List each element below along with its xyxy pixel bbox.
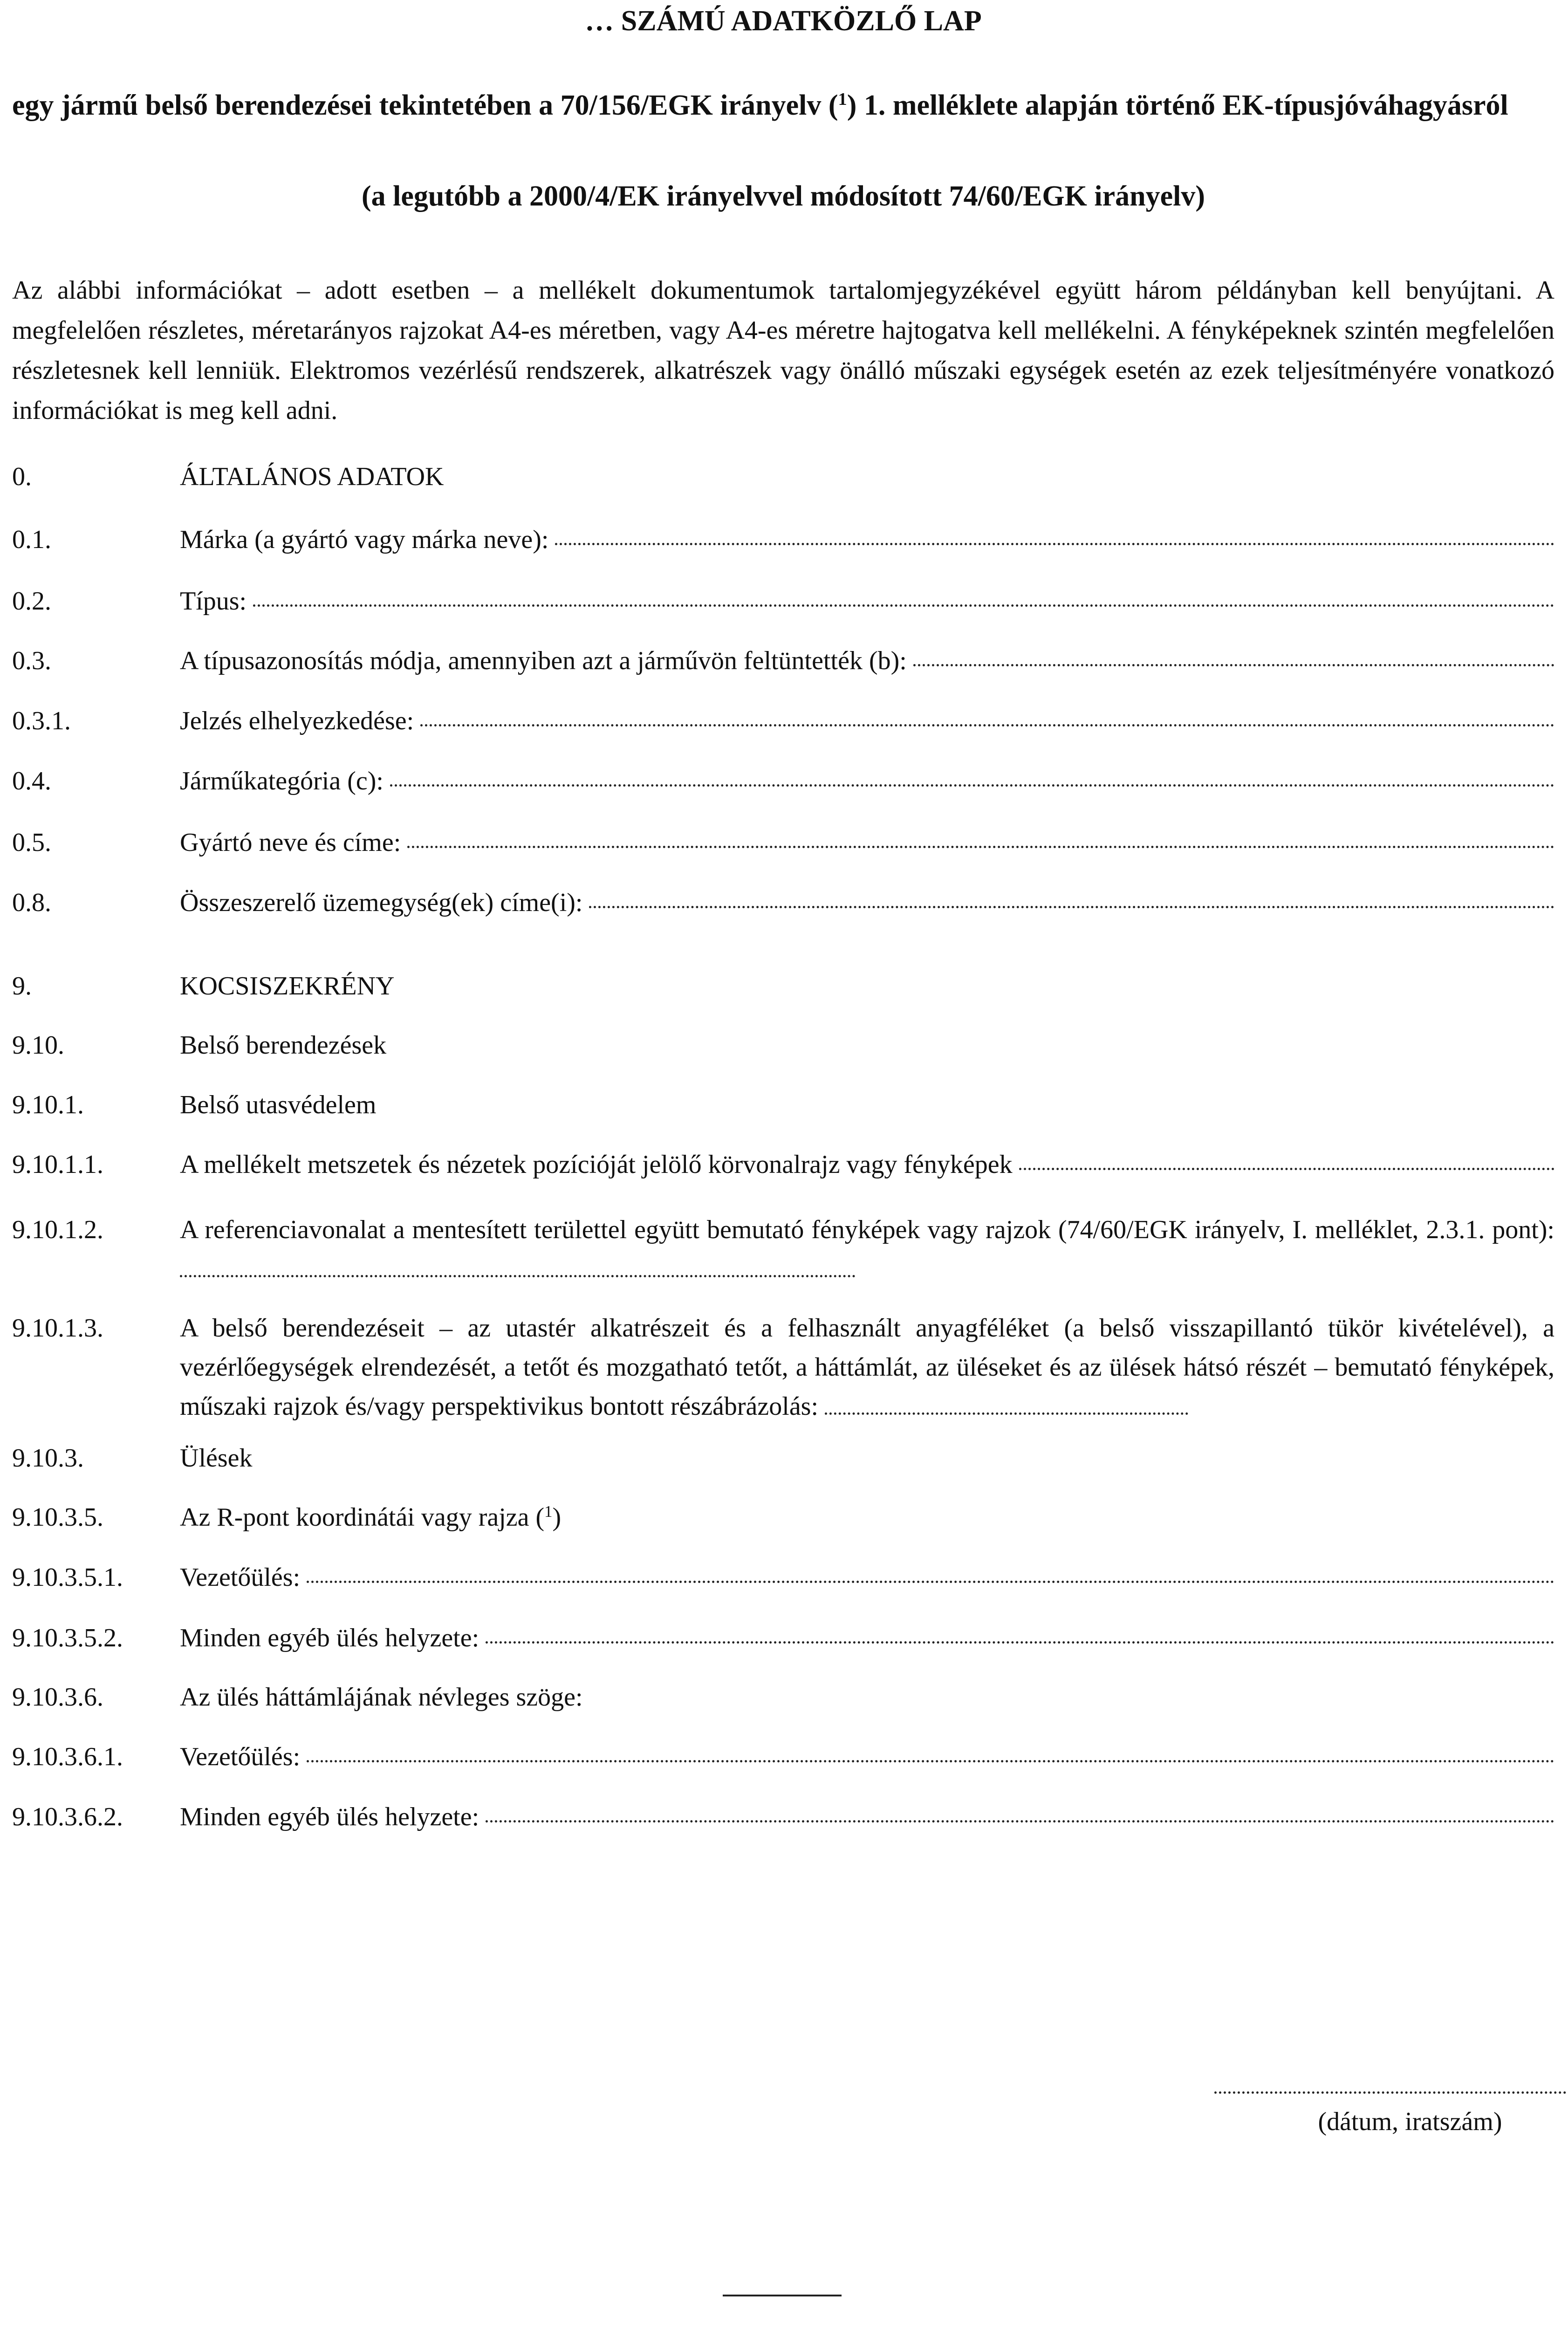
fill-in-line[interactable] <box>390 780 1554 787</box>
item-number: 9. <box>12 972 32 1001</box>
form-row <box>12 524 1554 555</box>
item-label: A mellékelt metszetek és nézetek pozícióját jelölő körvonalrajz vagy fényképek <box>180 1150 1013 1179</box>
fill-in-line[interactable] <box>253 600 1554 607</box>
item-label: A referenciavonalat a mentesített területtel együtt bemutató fényképek vagy rajzok (74/60/EGK irányelv, I. melléklet, 2.3.1. pont): <box>180 1215 1554 1244</box>
section-row <box>12 971 1554 1001</box>
form-row <box>12 645 1554 676</box>
form-row <box>12 827 1554 858</box>
item-label: Az R-pont koordinátái vagy rajza ($^1$) <box>180 1502 561 1532</box>
form-row <box>12 887 1554 918</box>
subsection-row <box>12 1682 1554 1713</box>
subsection-row <box>12 1443 1554 1473</box>
document-title: … SZÁMÚ ADATKÖZLŐ LAP <box>585 5 982 37</box>
item-number: 9.10.1.2. <box>12 1215 103 1244</box>
form-row <box>12 1562 1554 1593</box>
fill-in-line[interactable] <box>555 538 1554 545</box>
item-label: Az ülés háttámlájának névleges szöge: <box>180 1683 583 1712</box>
item-number: 9.10. <box>12 1031 64 1060</box>
item-label: A belső berendezéseit – az utastér alkatrészeit és a felhasznált anyagféléket (a belső visszapillantó tükör kivételével), a vezérlőegységek elrendezését, a tetőt és mozgatható tetőt, a háttámlát, az üléseket és az ülések hátsó részét – bemutató fényképek, műszaki rajzok és/vagy perspektivikus bontott részábrázolás: <box>180 1314 1554 1421</box>
item-number: 9.10.3.6. <box>12 1683 103 1712</box>
subsection-row <box>12 1502 1554 1533</box>
form-row <box>12 1741 1554 1772</box>
item-number: 9.10.3.5.2. <box>12 1624 123 1652</box>
form-row <box>12 706 1554 736</box>
item-number: 0.8. <box>12 888 51 917</box>
fill-in-line[interactable] <box>307 1576 1554 1583</box>
item-label: Járműkategória (c): <box>180 767 383 795</box>
item-label: Márka (a gyártó vagy márka neve): <box>180 525 549 554</box>
item-number: 9.10.3.5.1. <box>12 1563 123 1592</box>
subsection-row <box>12 1030 1554 1061</box>
subtitle-footnote-marker: 1 <box>838 89 847 109</box>
item-label: Gyártó neve és címe: <box>180 828 401 857</box>
subtitle-text-before: egy jármű belső berendezései tekintetében a 70/156/EGK irányelv ( <box>12 89 838 121</box>
item-label: Belső utasvédelem <box>180 1090 377 1119</box>
fill-in-line[interactable] <box>486 1816 1554 1823</box>
footnote-marker: 1 <box>544 1502 553 1521</box>
item-label: Belső berendezések <box>180 1031 387 1060</box>
item-number: 9.10.1. <box>12 1090 84 1119</box>
item-number: 9.10.1.3. <box>12 1314 103 1343</box>
fill-in-line[interactable] <box>913 659 1554 666</box>
item-number: 9.10.3.5. <box>12 1503 103 1532</box>
item-number: 9.10.1.1. <box>12 1150 103 1179</box>
document-amendment-note: (a legutóbb a 2000/4/EK irányelvvel módosított 74/60/EGK irányelv) <box>361 180 1205 212</box>
item-number: 0.1. <box>12 525 51 554</box>
fill-in-line[interactable] <box>180 1270 856 1277</box>
item-number: 0.5. <box>12 828 51 857</box>
item-number: 0.3.1. <box>12 706 71 735</box>
form-row <box>12 766 1554 796</box>
fill-in-line[interactable] <box>1019 1163 1554 1170</box>
fill-in-line[interactable] <box>825 1408 1188 1415</box>
signature-label: (dátum, iratszám) <box>1318 2107 1502 2136</box>
form-row <box>12 1802 1554 1832</box>
item-number: 0.2. <box>12 587 51 616</box>
section-heading: KOCSISZEKRÉNY <box>180 972 395 1001</box>
item-label: Jelzés elhelyezkedése: <box>180 706 414 735</box>
fill-in-line[interactable] <box>307 1755 1554 1762</box>
fill-in-line[interactable] <box>589 901 1554 908</box>
item-number: 9.10.3. <box>12 1444 84 1473</box>
item-number: 9.10.3.6.2. <box>12 1802 123 1831</box>
item-label: Ülések <box>180 1444 253 1473</box>
section-heading: ÁLTALÁNOS ADATOK <box>180 462 444 491</box>
end-divider <box>723 2295 842 2296</box>
subtitle-text-after: ) 1. melléklete alapján történő EK-típusjóváhagyásról <box>847 89 1508 121</box>
fill-in-line[interactable] <box>486 1637 1554 1644</box>
document-subtitle <box>12 89 1554 123</box>
item-number: 9.10.3.6.1. <box>12 1742 123 1771</box>
item-label: Minden egyéb ülés helyzete: <box>180 1802 479 1831</box>
form-row <box>12 586 1554 617</box>
signature-line[interactable] <box>1214 2089 1568 2094</box>
fill-in-line[interactable] <box>407 841 1554 848</box>
item-number: 0. <box>12 462 32 491</box>
item-number: 0.4. <box>12 767 51 795</box>
form-row <box>12 1210 1554 1288</box>
item-label: Típus: <box>180 587 247 616</box>
item-label: A típusazonosítás módja, amennyiben azt a járművön feltüntették (b): <box>180 646 907 675</box>
item-label: Vezetőülés: <box>180 1742 301 1771</box>
subsection-row <box>12 1090 1554 1120</box>
fill-in-line[interactable] <box>420 720 1554 726</box>
form-row <box>12 1149 1554 1180</box>
item-label: Vezetőülés: <box>180 1563 301 1592</box>
form-row <box>12 1623 1554 1653</box>
intro-paragraph: Az alábbi információkat – adott esetben – a mellékelt dokumentumok tartalomjegyzékével együtt három példányban kell benyújtani. A megfelelően részletes, méretarányos rajzokat A4-es méretben, vagy A4-es méretre hajtogatva kell mellékelni. A fényképeknek szintén megfelelően részletesnek kell lenniük. Elektromos vezérlésű rendszerek, alkatrészek vagy önálló műszaki egységek esetén az ezek teljesítményére vonatkozó információkat is meg kell adni. <box>12 276 1554 425</box>
form-row <box>12 1309 1554 1426</box>
document-page <box>12 0 1554 2330</box>
item-number: 0.3. <box>12 646 51 675</box>
item-label: Összeszerelő üzemegység(ek) címe(i): <box>180 888 583 917</box>
item-label: Minden egyéb ülés helyzete: <box>180 1624 479 1652</box>
section-row <box>12 461 1554 492</box>
